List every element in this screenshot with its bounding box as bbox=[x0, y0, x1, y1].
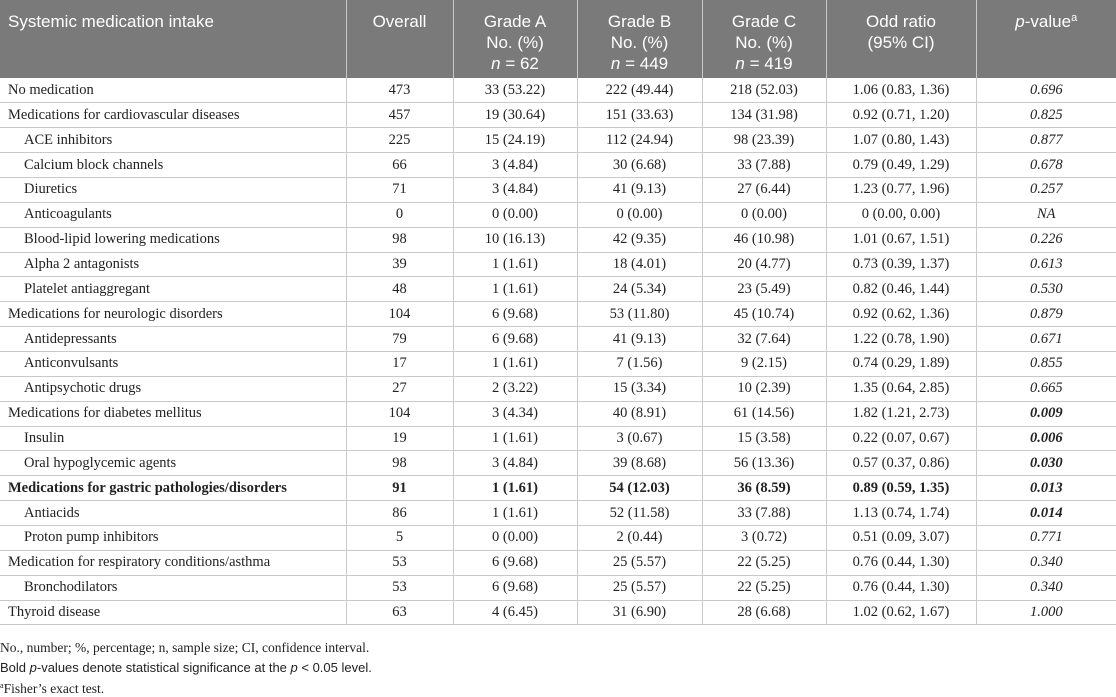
cell-grade-c: 10 (2.39) bbox=[702, 376, 826, 401]
cell-grade-b: 112 (24.94) bbox=[577, 128, 702, 153]
cell-odds-ratio: 0.76 (0.44, 1.30) bbox=[826, 575, 976, 600]
cell-overall: 53 bbox=[346, 575, 453, 600]
row-label: Antiacids bbox=[0, 501, 346, 526]
header-overall: Overall bbox=[346, 0, 453, 78]
cell-overall: 0 bbox=[346, 202, 453, 227]
cell-p-value: 0.665 bbox=[976, 376, 1116, 401]
cell-overall: 98 bbox=[346, 451, 453, 476]
table-row bbox=[0, 426, 1116, 451]
cell-grade-a: 4 (6.45) bbox=[453, 600, 577, 625]
cell-odds-ratio: 1.35 (0.64, 2.85) bbox=[826, 376, 976, 401]
cell-p-value: 0.006 bbox=[976, 426, 1116, 451]
cell-grade-b: 2 (0.44) bbox=[577, 525, 702, 550]
cell-odds-ratio: 0.51 (0.09, 3.07) bbox=[826, 525, 976, 550]
cell-p-value: 0.696 bbox=[976, 78, 1116, 103]
row-label: Oral hypoglycemic agents bbox=[0, 451, 346, 476]
cell-grade-b: 42 (9.35) bbox=[577, 227, 702, 252]
footnote-abbreviations: No., number; %, percentage; n, sample size; CI, confidence interval. bbox=[0, 640, 370, 655]
cell-grade-c: 23 (5.49) bbox=[702, 277, 826, 302]
cell-odds-ratio: 0.92 (0.62, 1.36) bbox=[826, 302, 976, 327]
cell-grade-c: 32 (7.64) bbox=[702, 327, 826, 352]
cell-grade-b: 41 (9.13) bbox=[577, 177, 702, 202]
cell-odds-ratio: 0.89 (0.59, 1.35) bbox=[826, 476, 976, 501]
table-row bbox=[0, 575, 1116, 600]
cell-odds-ratio: 1.23 (0.77, 1.96) bbox=[826, 177, 976, 202]
cell-overall: 457 bbox=[346, 103, 453, 128]
table-row bbox=[0, 327, 1116, 352]
cell-grade-a: 1 (1.61) bbox=[453, 501, 577, 526]
table-row bbox=[0, 177, 1116, 202]
table-row bbox=[0, 227, 1116, 252]
cell-p-value: 1.000 bbox=[976, 600, 1116, 625]
table-row bbox=[0, 128, 1116, 153]
cell-grade-a: 10 (16.13) bbox=[453, 227, 577, 252]
header-grade-c: Grade C No. (%) n = 419 bbox=[702, 0, 826, 78]
row-label: Proton pump inhibitors bbox=[0, 525, 346, 550]
table-header-row bbox=[0, 0, 1116, 78]
row-label: Medications for diabetes mellitus bbox=[0, 401, 346, 426]
cell-grade-a: 1 (1.61) bbox=[453, 426, 577, 451]
row-label: Thyroid disease bbox=[0, 600, 346, 625]
cell-grade-a: 15 (24.19) bbox=[453, 128, 577, 153]
cell-grade-c: 33 (7.88) bbox=[702, 153, 826, 178]
cell-grade-b: 15 (3.34) bbox=[577, 376, 702, 401]
cell-grade-b: 222 (49.44) bbox=[577, 78, 702, 103]
cell-overall: 98 bbox=[346, 227, 453, 252]
cell-overall: 104 bbox=[346, 401, 453, 426]
cell-odds-ratio: 1.13 (0.74, 1.74) bbox=[826, 501, 976, 526]
cell-grade-c: 218 (52.03) bbox=[702, 78, 826, 103]
cell-p-value: 0.877 bbox=[976, 128, 1116, 153]
cell-overall: 104 bbox=[346, 302, 453, 327]
table-row bbox=[0, 501, 1116, 526]
cell-grade-c: 27 (6.44) bbox=[702, 177, 826, 202]
table-row bbox=[0, 78, 1116, 103]
cell-grade-c: 98 (23.39) bbox=[702, 128, 826, 153]
table-row bbox=[0, 600, 1116, 625]
header-medication-intake: Systemic medication intake bbox=[0, 0, 346, 78]
table-row bbox=[0, 525, 1116, 550]
cell-odds-ratio: 0.57 (0.37, 0.86) bbox=[826, 451, 976, 476]
table-row bbox=[0, 302, 1116, 327]
cell-grade-a: 6 (9.68) bbox=[453, 302, 577, 327]
cell-odds-ratio: 1.22 (0.78, 1.90) bbox=[826, 327, 976, 352]
cell-overall: 86 bbox=[346, 501, 453, 526]
cell-p-value: 0.671 bbox=[976, 327, 1116, 352]
cell-p-value: 0.340 bbox=[976, 575, 1116, 600]
cell-odds-ratio: 1.01 (0.67, 1.51) bbox=[826, 227, 976, 252]
cell-p-value: 0.009 bbox=[976, 401, 1116, 426]
cell-overall: 71 bbox=[346, 177, 453, 202]
cell-grade-c: 22 (5.25) bbox=[702, 575, 826, 600]
cell-p-value: NA bbox=[976, 202, 1116, 227]
cell-grade-a: 0 (0.00) bbox=[453, 525, 577, 550]
table-row bbox=[0, 202, 1116, 227]
cell-overall: 53 bbox=[346, 550, 453, 575]
row-label: Medications for neurologic disorders bbox=[0, 302, 346, 327]
cell-overall: 39 bbox=[346, 252, 453, 277]
cell-grade-c: 36 (8.59) bbox=[702, 476, 826, 501]
cell-grade-b: 52 (11.58) bbox=[577, 501, 702, 526]
cell-odds-ratio: 0.92 (0.71, 1.20) bbox=[826, 103, 976, 128]
cell-grade-c: 56 (13.36) bbox=[702, 451, 826, 476]
cell-p-value: 0.613 bbox=[976, 252, 1116, 277]
row-label: Medications for cardiovascular diseases bbox=[0, 103, 346, 128]
cell-odds-ratio: 0.76 (0.44, 1.30) bbox=[826, 550, 976, 575]
cell-odds-ratio: 1.82 (1.21, 2.73) bbox=[826, 401, 976, 426]
cell-grade-c: 28 (6.68) bbox=[702, 600, 826, 625]
cell-odds-ratio: 1.07 (0.80, 1.43) bbox=[826, 128, 976, 153]
cell-grade-b: 40 (8.91) bbox=[577, 401, 702, 426]
cell-grade-b: 53 (11.80) bbox=[577, 302, 702, 327]
cell-grade-c: 15 (3.58) bbox=[702, 426, 826, 451]
table-row bbox=[0, 376, 1116, 401]
cell-p-value: 0.855 bbox=[976, 351, 1116, 376]
row-label: Insulin bbox=[0, 426, 346, 451]
cell-grade-b: 0 (0.00) bbox=[577, 202, 702, 227]
cell-odds-ratio: 0.22 (0.07, 0.67) bbox=[826, 426, 976, 451]
table-row bbox=[0, 277, 1116, 302]
cell-grade-b: 151 (33.63) bbox=[577, 103, 702, 128]
cell-p-value: 0.030 bbox=[976, 451, 1116, 476]
row-label: Antipsychotic drugs bbox=[0, 376, 346, 401]
cell-grade-a: 1 (1.61) bbox=[453, 252, 577, 277]
cell-grade-a: 19 (30.64) bbox=[453, 103, 577, 128]
cell-grade-a: 6 (9.68) bbox=[453, 550, 577, 575]
row-label: Bronchodilators bbox=[0, 575, 346, 600]
cell-odds-ratio: 1.06 (0.83, 1.36) bbox=[826, 78, 976, 103]
cell-p-value: 0.530 bbox=[976, 277, 1116, 302]
cell-p-value: 0.257 bbox=[976, 177, 1116, 202]
cell-grade-b: 24 (5.34) bbox=[577, 277, 702, 302]
cell-grade-a: 3 (4.84) bbox=[453, 153, 577, 178]
table-row bbox=[0, 401, 1116, 426]
cell-grade-c: 3 (0.72) bbox=[702, 525, 826, 550]
table-row bbox=[0, 351, 1116, 376]
table-row bbox=[0, 153, 1116, 178]
cell-grade-b: 18 (4.01) bbox=[577, 252, 702, 277]
header-grade-a: Grade A No. (%) n = 62 bbox=[453, 0, 577, 78]
cell-overall: 17 bbox=[346, 351, 453, 376]
table-row bbox=[0, 550, 1116, 575]
cell-grade-c: 33 (7.88) bbox=[702, 501, 826, 526]
cell-p-value: 0.825 bbox=[976, 103, 1116, 128]
cell-overall: 66 bbox=[346, 153, 453, 178]
cell-grade-b: 7 (1.56) bbox=[577, 351, 702, 376]
cell-odds-ratio: 0.74 (0.29, 1.89) bbox=[826, 351, 976, 376]
cell-grade-b: 54 (12.03) bbox=[577, 476, 702, 501]
cell-grade-c: 61 (14.56) bbox=[702, 401, 826, 426]
row-label: No medication bbox=[0, 78, 346, 103]
cell-grade-b: 30 (6.68) bbox=[577, 153, 702, 178]
footnote-fisher: $^a$Fisher’s exact test. bbox=[0, 681, 105, 696]
cell-p-value: 0.678 bbox=[976, 153, 1116, 178]
cell-grade-a: 2 (3.22) bbox=[453, 376, 577, 401]
row-label: Antidepressants bbox=[0, 327, 346, 352]
row-label: Anticonvulsants bbox=[0, 351, 346, 376]
cell-grade-a: 1 (1.61) bbox=[453, 351, 577, 376]
cell-odds-ratio: 0.79 (0.49, 1.29) bbox=[826, 153, 976, 178]
cell-grade-a: 33 (53.22) bbox=[453, 78, 577, 103]
row-label: Diuretics bbox=[0, 177, 346, 202]
cell-overall: 48 bbox=[346, 277, 453, 302]
header-p-value: p-value$^a$ bbox=[976, 0, 1116, 78]
row-label: Alpha 2 antagonists bbox=[0, 252, 346, 277]
cell-p-value: 0.879 bbox=[976, 302, 1116, 327]
cell-grade-a: 0 (0.00) bbox=[453, 202, 577, 227]
cell-p-value: 0.014 bbox=[976, 501, 1116, 526]
table-row bbox=[0, 451, 1116, 476]
table-row bbox=[0, 252, 1116, 277]
row-label: Medication for respiratory conditions/asthma bbox=[0, 550, 346, 575]
cell-grade-c: 46 (10.98) bbox=[702, 227, 826, 252]
cell-overall: 27 bbox=[346, 376, 453, 401]
cell-grade-b: 3 (0.67) bbox=[577, 426, 702, 451]
cell-grade-c: 9 (2.15) bbox=[702, 351, 826, 376]
cell-grade-a: 1 (1.61) bbox=[453, 277, 577, 302]
cell-odds-ratio: 0.82 (0.46, 1.44) bbox=[826, 277, 976, 302]
row-label: Medications for gastric pathologies/disorders bbox=[0, 476, 346, 501]
cell-grade-b: 25 (5.57) bbox=[577, 550, 702, 575]
cell-grade-c: 22 (5.25) bbox=[702, 550, 826, 575]
row-label: Blood-lipid lowering medications bbox=[0, 227, 346, 252]
table-row bbox=[0, 103, 1116, 128]
cell-odds-ratio: 0 (0.00, 0.00) bbox=[826, 202, 976, 227]
cell-grade-a: 6 (9.68) bbox=[453, 575, 577, 600]
table-row bbox=[0, 476, 1116, 501]
cell-odds-ratio: 1.02 (0.62, 1.67) bbox=[826, 600, 976, 625]
cell-grade-c: 20 (4.77) bbox=[702, 252, 826, 277]
cell-grade-b: 31 (6.90) bbox=[577, 600, 702, 625]
cell-overall: 63 bbox=[346, 600, 453, 625]
row-label: ACE inhibitors bbox=[0, 128, 346, 153]
table-body bbox=[0, 78, 1116, 625]
cell-overall: 19 bbox=[346, 426, 453, 451]
cell-overall: 225 bbox=[346, 128, 453, 153]
cell-grade-a: 1 (1.61) bbox=[453, 476, 577, 501]
cell-grade-c: 45 (10.74) bbox=[702, 302, 826, 327]
header-odds-ratio: Odd ratio (95% CI) bbox=[826, 0, 976, 78]
cell-grade-a: 3 (4.84) bbox=[453, 451, 577, 476]
cell-p-value: 0.013 bbox=[976, 476, 1116, 501]
cell-p-value: 0.771 bbox=[976, 525, 1116, 550]
cell-overall: 5 bbox=[346, 525, 453, 550]
cell-grade-a: 6 (9.68) bbox=[453, 327, 577, 352]
footnote-significance: Bold p-values denote statistical significance at the p < 0.05 level. bbox=[0, 660, 372, 675]
cell-grade-a: 3 (4.84) bbox=[453, 177, 577, 202]
cell-grade-b: 41 (9.13) bbox=[577, 327, 702, 352]
row-label: Anticoagulants bbox=[0, 202, 346, 227]
cell-grade-c: 134 (31.98) bbox=[702, 103, 826, 128]
row-label: Calcium block channels bbox=[0, 153, 346, 178]
cell-overall: 91 bbox=[346, 476, 453, 501]
header-grade-b: Grade B No. (%) n = 449 bbox=[577, 0, 702, 78]
cell-odds-ratio: 0.73 (0.39, 1.37) bbox=[826, 252, 976, 277]
cell-overall: 79 bbox=[346, 327, 453, 352]
cell-p-value: 0.340 bbox=[976, 550, 1116, 575]
cell-grade-a: 3 (4.34) bbox=[453, 401, 577, 426]
cell-grade-b: 39 (8.68) bbox=[577, 451, 702, 476]
cell-overall: 473 bbox=[346, 78, 453, 103]
cell-grade-c: 0 (0.00) bbox=[702, 202, 826, 227]
row-label: Platelet antiaggregant bbox=[0, 277, 346, 302]
cell-p-value: 0.226 bbox=[976, 227, 1116, 252]
cell-grade-b: 25 (5.57) bbox=[577, 575, 702, 600]
